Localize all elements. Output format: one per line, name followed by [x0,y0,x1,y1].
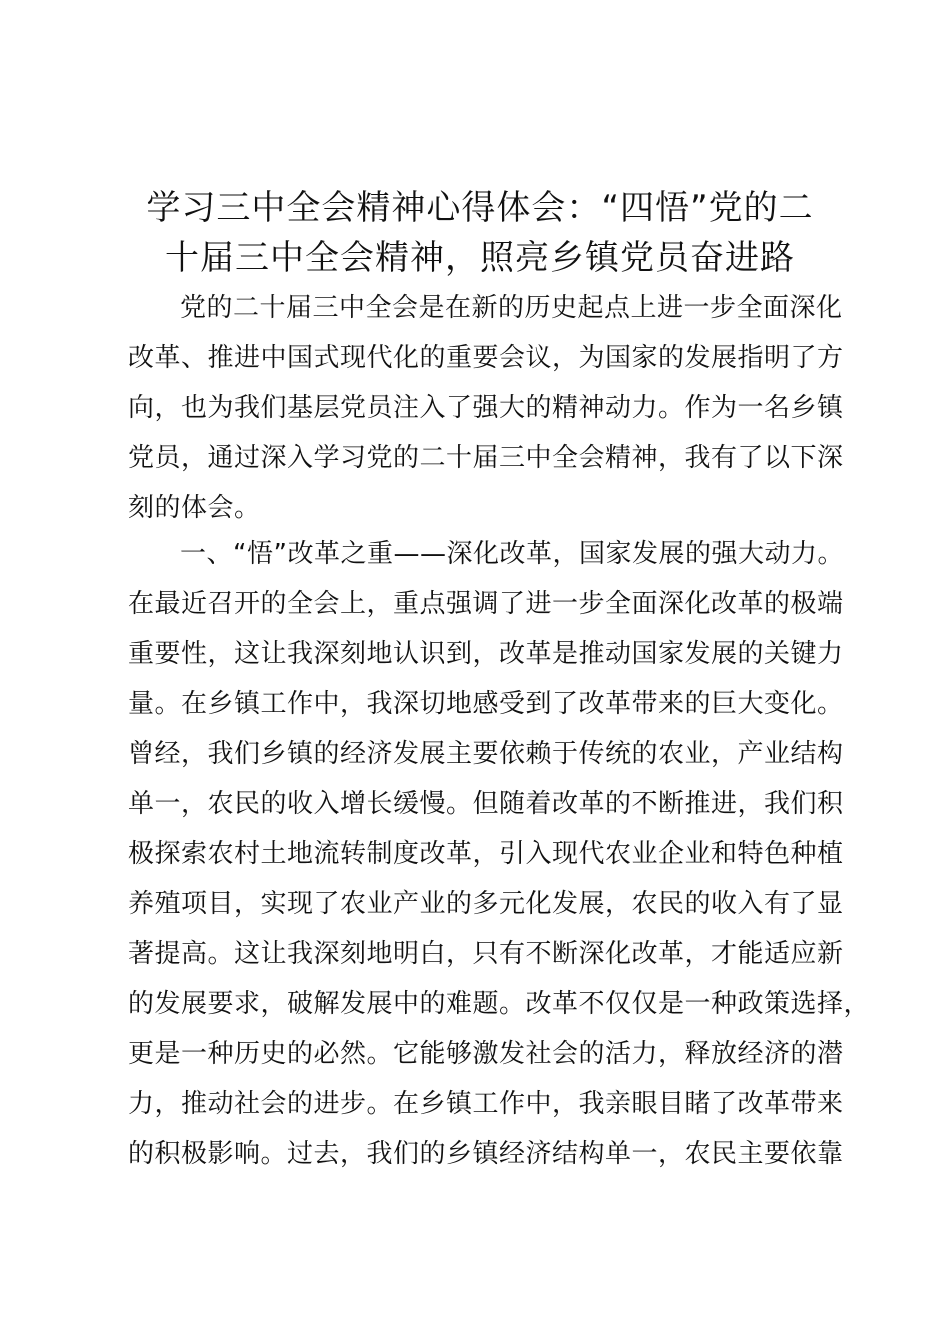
text-line: 在最近召开的全会上，重点强调了进一步全面深化改革的极端 [128,589,844,619]
text-line: 向，也为我们基层党员注入了强大的精神动力。作为一名乡镇 [128,393,844,423]
text-line: 的积极影响。过去，我们的乡镇经济结构单一，农民主要依靠 [128,1139,844,1169]
text-line: 重要性，这让我深刻地认识到，改革是推动国家发展的关键力 [128,639,844,669]
text-line: 著提高。这让我深刻地明白，只有不断深化改革，才能适应新 [128,939,844,969]
text-line: 单一，农民的收入增长缓慢。但随着改革的不断推进，我们积 [128,789,844,819]
text-line: 刻的体会。 [128,493,261,523]
text-line: 养殖项目，实现了农业产业的多元化发展，农民的收入有了显 [128,889,844,919]
text-line: 力，推动社会的进步。在乡镇工作中，我亲眼目睹了改革带来 [128,1089,844,1119]
text-line: 曾经，我们乡镇的经济发展主要依赖于传统的农业，产业结构 [128,739,844,769]
paragraph-section-one [128,529,871,1179]
title-line-1: 学习三中全会精神心得体会：“四悟”党的二 [146,188,814,228]
paragraph-intro [128,283,863,533]
text-line: 极探索农村土地流转制度改革，引入现代农业企业和特色种植 [128,839,844,869]
text-line: 党的二十届三中全会是在新的历史起点上进一步全面深化 [180,293,843,323]
text-line: 的发展要求，破解发展中的难题。改革不仅仅是一种政策选择， [128,989,871,1019]
text-line: 改革、推进中国式现代化的重要会议，为国家的发展指明了方 [128,343,844,373]
section-heading-line: 一、“悟”改革之重——深化改革，国家发展的强大动力。 [180,539,844,569]
title-line-2: 十届三中全会精神，照亮乡镇党员奋进路 [165,238,795,278]
text-line: 党员，通过深入学习党的二十届三中全会精神，我有了以下深 [128,443,844,473]
document-title [110,183,850,283]
text-line: 量。在乡镇工作中，我深切地感受到了改革带来的巨大变化。 [128,689,844,719]
text-line: 更是一种历史的必然。它能够激发社会的活力，释放经济的潜 [128,1039,844,1069]
